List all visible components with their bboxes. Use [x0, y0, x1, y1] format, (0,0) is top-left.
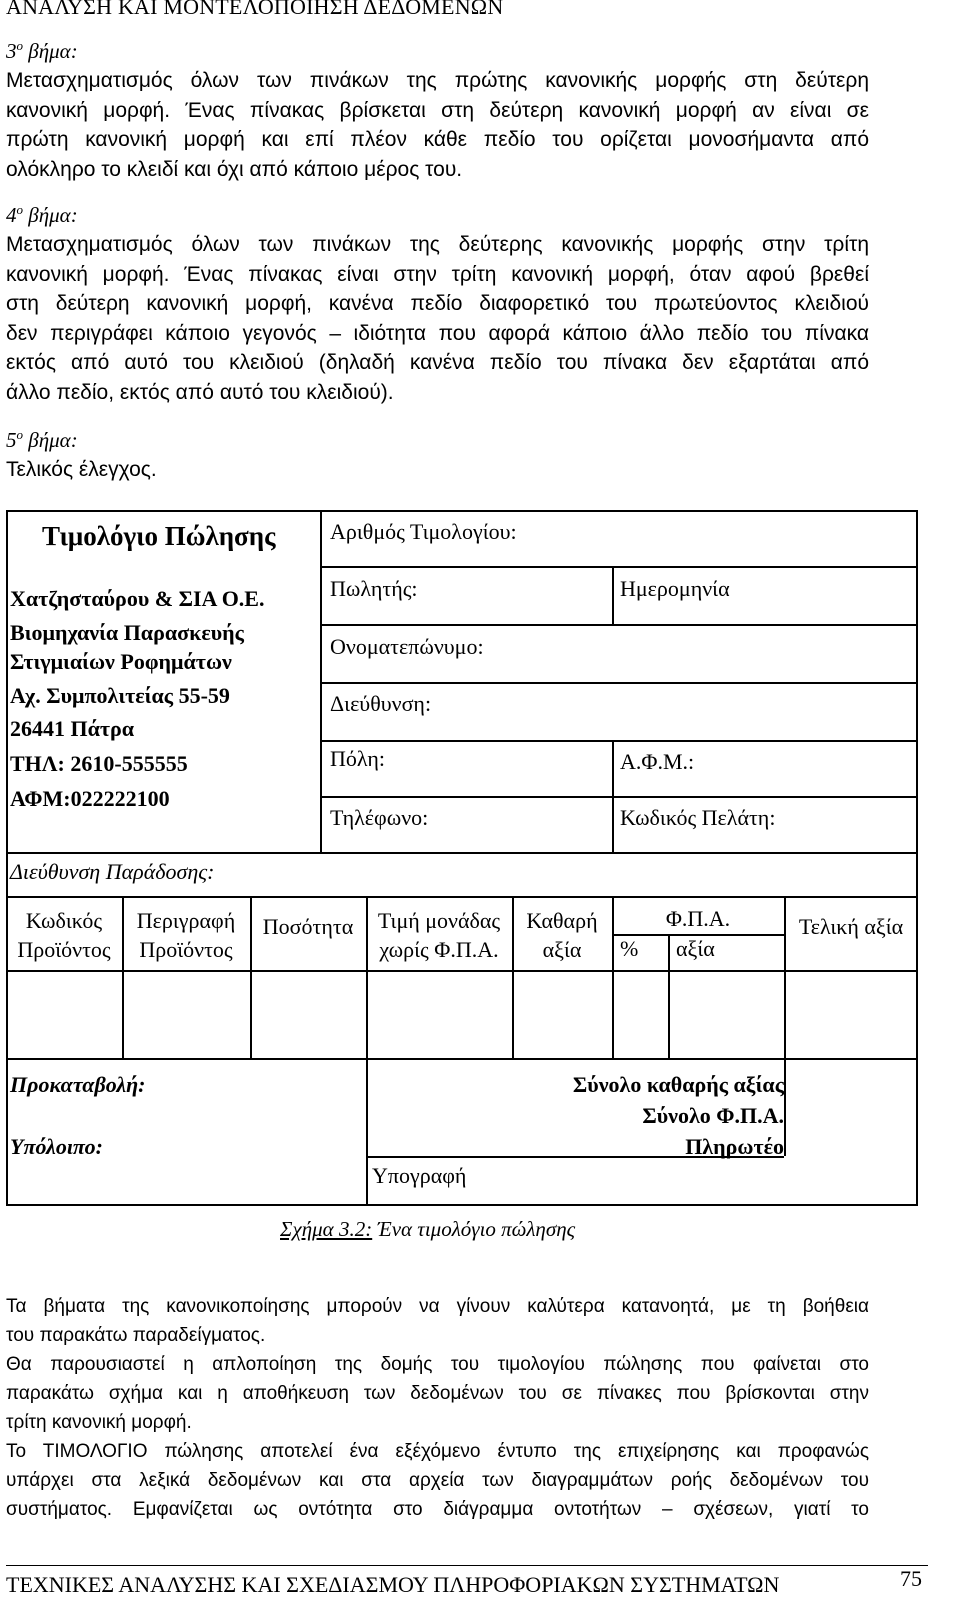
col-quantity: Ποσότητα — [262, 914, 354, 939]
page-number: 75 — [900, 1566, 922, 1591]
items-body-box — [6, 970, 918, 1060]
col-product-code: Κωδικός Προϊόντος — [17, 908, 111, 962]
date-label: Ημερομηνία — [620, 576, 730, 601]
company-phone: ΤΗΛ: 2610-555555 — [10, 751, 188, 776]
divider — [122, 970, 124, 1060]
company-address: Αχ. Συμπολιτείας 55-59 — [10, 683, 230, 708]
step-5-heading: $5^o$ βήμα: — [6, 427, 78, 452]
delivery-address-label: Διεύθυνση Παράδοσης: — [10, 859, 215, 884]
divider — [320, 624, 918, 626]
divider — [320, 566, 918, 568]
col-total-value: Τελική αξία — [798, 914, 904, 939]
divider — [250, 970, 252, 1060]
divider — [366, 1058, 368, 1206]
invoice-title: Τιμολόγιο Πώλησης — [42, 521, 276, 551]
company-line: Βιομηχανία Παρασκευής — [10, 620, 244, 645]
divider — [320, 682, 918, 684]
step-3-heading: $3^o$ βήμα: — [6, 38, 78, 63]
payable-label: Πληρωτέο — [685, 1134, 784, 1159]
step-5-text: Τελικός έλεγχος. — [6, 458, 157, 481]
page-header: ΑΝΑΛΥΣΗ ΚΑΙ ΜΟΝΤΕΛΟΠΟΙΗΣΗ ΔΕΔΟΜΕΝΩΝ — [6, 0, 504, 19]
col-vat-percent: % — [620, 936, 639, 961]
afm-label: Α.Φ.Μ.: — [620, 749, 695, 774]
col-vat: Φ.Π.Α. — [665, 906, 731, 931]
divider — [668, 934, 670, 972]
vat-total-label: Σύνολο Φ.Π.Α. — [642, 1103, 784, 1128]
col-vat-value: αξία — [676, 936, 715, 961]
address-label: Διεύθυνση: — [330, 691, 432, 716]
company-city: 26441 Πάτρα — [10, 716, 135, 741]
company-afm: ΑΦΜ:022222100 — [10, 786, 170, 811]
signature-label: Υπογραφή — [372, 1163, 467, 1188]
city-label: Πόλη: — [330, 746, 385, 771]
step-3-text: Μετασχηματισμός όλων των πινάκων της πρώτης κανονικής μορφής στη δεύτερη κανονική μορφή. Ένας πίνακας βρίσκεται στη δεύτερη κανονική μορφή αν είναι σε πρώτη κανονική μορφή και επί πλέον κάθε πεδίο του ορίζεται μονοσήμαντα από ολόκληρο το κλειδί και όχι από κάποιο μέρος του. — [6, 69, 869, 181]
net-total-label: Σύνολο καθαρής αξίας — [572, 1072, 784, 1097]
footer-title: ΤΕΧΝΙΚΕΣ ΑΝΑΛΥΣΗΣ ΚΑΙ ΣΧΕΔΙΑΣΜΟΥ ΠΛΗΡΟΦΟΡΙΑΚΩΝ ΣΥΣΤΗΜΑΤΩΝ — [6, 1572, 780, 1597]
figure-caption: Σχήμα 3.2: Ένα τιμολόγιο πώλησης — [280, 1217, 576, 1241]
col-unit-price: Τιμή μονάδας χωρίς Φ.Π.Α. — [377, 908, 501, 962]
divider — [366, 970, 368, 1060]
col-product-description: Περιγραφή Προϊόντος — [136, 908, 236, 962]
seller-label: Πωλητής: — [330, 576, 418, 601]
invoice-number-label: Αριθμός Τιμολογίου: — [330, 519, 517, 544]
advance-payment-label: Προκαταβολή: — [10, 1072, 146, 1097]
divider — [320, 740, 918, 742]
divider — [784, 1058, 786, 1156]
customer-name-label: Ονοματεπώνυμο: — [330, 634, 484, 659]
step-4-heading: $4^o$ βήμα: — [6, 202, 78, 227]
customer-code-label: Κωδικός Πελάτη: — [620, 805, 776, 830]
step-4-text: Μετασχηματισμός όλων των πινάκων της δεύτερης κανονικής μορφής στην τρίτη κανονική μορφή. Ένας πίνακας είναι στην τρίτη κανονική μορφή, όταν αφού βρεθεί στη δεύτερη κανονική μορφή, κανένα πεδίο διαφορετικό του πρωτεύοντος κλειδιού δεν περιγράφει κάποιο γεγονός – ιδιότητα που αφορά κάποιο άλλο πεδίο του πίνακα εκτός από αυτό του κλειδιού (δηλαδή κανένα πεδίο του πίνακα δεν εξαρτάται από άλλο πεδίο, εκτός από αυτό του κλειδιού). — [6, 233, 869, 404]
footer-rule — [6, 1565, 928, 1566]
phone-label: Τηλέφωνο: — [330, 805, 429, 830]
divider — [668, 970, 670, 1060]
divider — [612, 970, 614, 1060]
company-line: Στιγμιαίων Ροφημάτων — [10, 649, 232, 674]
divider — [512, 970, 514, 1060]
divider — [784, 970, 786, 1060]
divider — [320, 796, 918, 798]
balance-label: Υπόλοιπο: — [10, 1134, 103, 1159]
body-text: Τα βήματα της κανονικοποίησης μπορούν να γίνουν καλύτερα κατανοητά, με τη βοήθεια του παρακάτω παραδείγματος. Θα παρουσιαστεί η απλοποίηση της δομής του τιμολογίου πώλησης που φαίνεται στο παρακάτω σχήμα και η αποθήκευση των δεδομένων του σε πίνακες που βρίσκονται στην τρίτη κανονική μορφή. Το ΤΙΜΟΛΟΓΙΟ πώλησης αποτελεί ένα εξέχόμενο έντυπο της επιχείρησης και προφανώς υπάρχει στα λεξικά δεδομένων και στα αρχεία των διαγραμμάτων ροής δεδομένων του συστήματος. Εμφανίζεται ως οντότητα στο διάγραμμα οντοτήτων – σχέσεων, γιατί το — [6, 1296, 869, 1520]
divider — [612, 566, 614, 624]
company-name: Χατζησταύρου & ΣΙΑ Ο.Ε. — [10, 586, 265, 611]
col-net-value: Καθαρή αξία — [526, 908, 598, 962]
